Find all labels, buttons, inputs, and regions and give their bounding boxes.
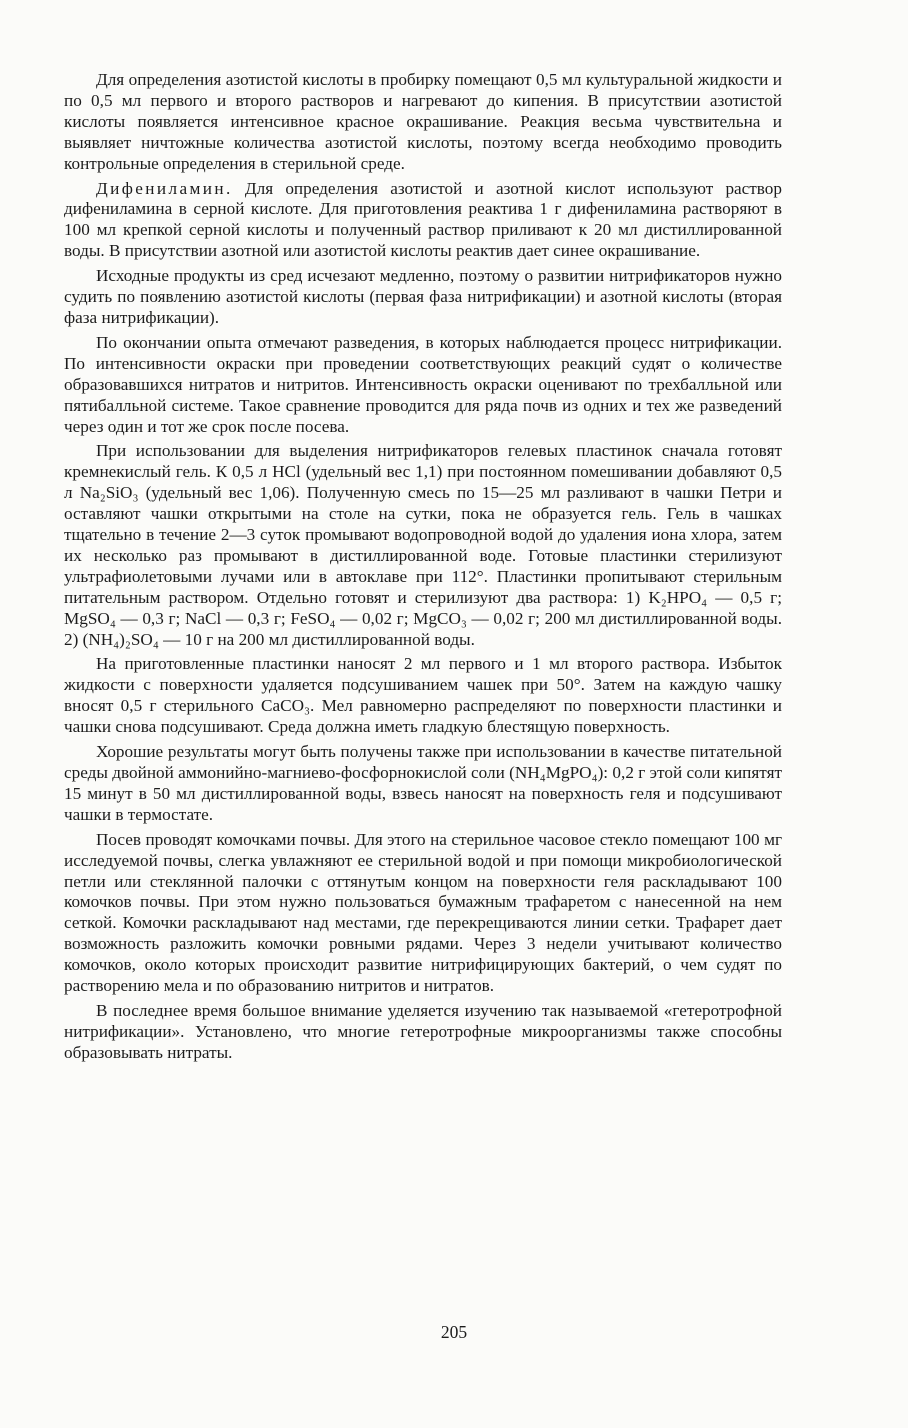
paragraph-soil-inoculation: Посев проводят комочками почвы. Для этого на стерильное часовое стекло помещают 100 мг исследуемой почвы, слегка увлажняют ее стерильной водой и при помощи микробиологической петли или стеклянной палочки с оттянутым концом на поверхности геля раскладывают 100 комочков почвы. При этом нужно пользоваться бумажным трафаретом с нанесенной на нем сеткой. Комочки раскладывают над местами, где перекрещиваются линии сетки. Трафарет дает возможность разложить комочки ровными рядами. Через 3 недели учитывают количество комочков, около которых происходит развитие нитрифицирующих бактерий, о чем судят по растворению мела и по образованию нитритов и нитратов. — [64, 829, 782, 996]
paragraph-body: Для определения азотистой и азотной кислот используют раствор дифениламина в серной кислоте. Для приготовления реактива 1 г дифениламина растворяют в 100 мл крепкой серной кислоты и полученный раствор приливают к 20 мл дистиллированной воды. В присутствии азотной или азотистой кислоты реактив дает синее окрашивание. — [64, 178, 782, 261]
paragraph-lead-term: Дифениламин. — [96, 178, 233, 198]
paragraph-plate-preparation: На приготовленные пластинки наносят 2 мл первого и 1 мл второго раствора. Избыток жидкости с поверхности удаляется подсушиванием чашек при 50°. Затем на каждую чашку вносят 0,5 г стерильного CaCO₃. Мел равномерно распределяют по поверхности пластинки и чашки снова подсушивают. Среда должна иметь гладкую блестящую поверхность. — [64, 654, 782, 737]
paragraph-experiment-results: По окончании опыта отмечают разведения, в которых наблюдается процесс нитрификации. По интенсивности окраски при проведении соответствующих реакций судят о количестве образовавшихся нитратов и нитритов. Интенсивность окраски оценивают по трехбалльной или пятибалльной системе. Такое сравнение проводится для ряда почв из одних и тех же разведений через один и тот же срок после посева. — [64, 332, 782, 436]
paragraph-heterotrophic-nitrification: В последнее время большое внимание уделяется изучению так называемой «гетеротрофной нитрификации». Установлено, что многие гетеротрофные микроорганизмы также способны образовывать нитраты. — [64, 1000, 782, 1062]
paragraph-gel-plates: При использовании для выделения нитрификаторов гелевых пластинок сначала готовят кремнекислый гель. К 0,5 л HCl (удельный вес 1,1) при постоянном помешивании добавляют 0,5 л Na₂SiO₃ (удельный вес 1,06). Полученную смесь по 15—25 мл разливают в чашки Петри и оставляют чашки открытыми на столе на сутки, пока не образуется гель. Гель в чашках тщательно в течение 2—3 суток промывают водопроводной водой до удаления иона хлора, затем их несколько раз промывают в дистиллированной воде. Готовые пластинки стерилизуют ультрафиолетовыми лучами или в автоклаве при 112°. Пластинки пропитывают стерильным питательным раствором. Отдельно готовят и стерилизуют два раствора: 1) K₂HPO₄ — 0,5 г; MgSO₄ — 0,3 г; NaCl — 0,3 г; FeSO₄ — 0,02 г; MgCO₃ — 0,02 г; 200 мл дистиллированной воды. 2) (NH₄)₂SO₄ — 10 г на 200 мл дистиллированной воды. — [64, 441, 782, 649]
page-number: 205 — [440, 1322, 468, 1342]
paragraph-nitrous-acid-test: Для определения азотистой кислоты в пробирку помещают 0,5 мл культуральной жидкости и по 0,5 мл первого и второго растворов и нагревают до кипения. В присутствии азотистой кислоты появляется интенсивное красное окрашивание. Реакция весьма чувствительна и выявляет ничтожные количества азотистой кислоты, поэтому всегда необходимо проводить контрольные определения в стерильной среде. — [64, 70, 782, 173]
paragraph-alternative-medium: Хорошие результаты могут быть получены также при использовании в качестве питательной среды двойной аммонийно-магниево-фосфорнокислой соли (NH₄MgPO₄): 0,2 г этой соли кипятят 15 минут в 50 мл дистиллированной воды, взвесь наносят на поверхность геля и подсушивают чашки в термостате. — [64, 742, 782, 824]
paragraph-nitrification-phases: Исходные продукты из сред исчезают медленно, поэтому о развитии нитрификаторов нужно судить по появлению азотистой кислоты (первая фаза нитрификации) и азотной кислоты (вторая фаза нитрификации). — [64, 266, 782, 327]
body-text — [64, 70, 782, 1068]
paragraph-diphenylamine — [64, 179, 782, 263]
